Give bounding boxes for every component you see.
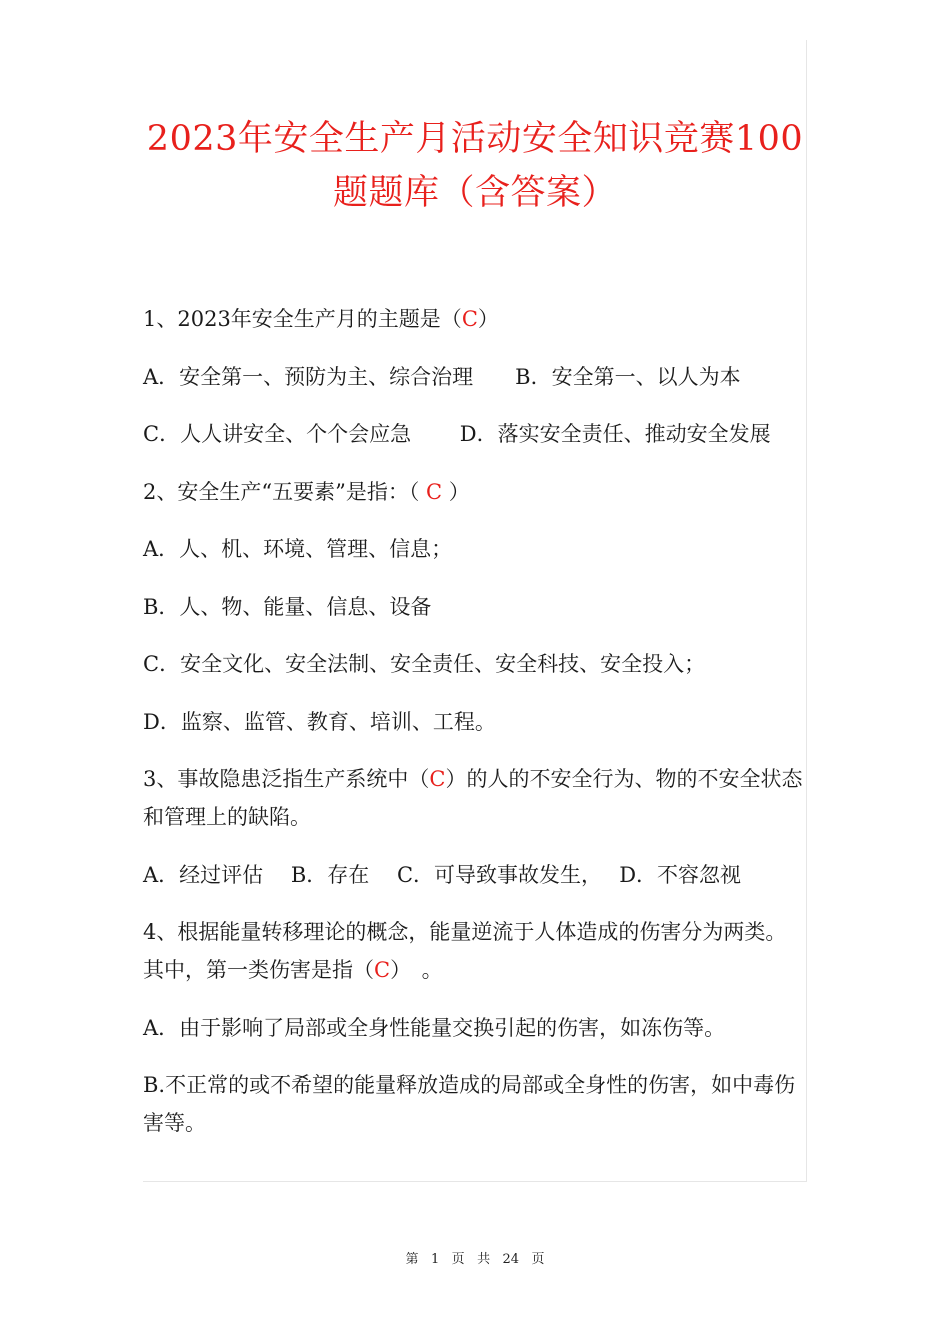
page-footer <box>0 1248 950 1267</box>
question-stem <box>143 913 807 989</box>
answer-letter: C <box>429 767 446 791</box>
option-line: A．安全第一、预防为主、综合治理 B．安全第一、以人为本 <box>143 364 741 389</box>
stem-text: ） 。 <box>390 958 443 982</box>
option-line: B．人、物、能量、信息、设备 <box>143 594 432 619</box>
answer-letter: C <box>461 307 478 331</box>
footer-total-number: 24 <box>502 1252 520 1267</box>
option-line: D．监察、监管、教育、培训、工程。 <box>143 709 496 734</box>
footer-page-number: 1 <box>430 1252 440 1267</box>
option-line: C．人人讲安全、个个会应急 D．落实安全责任、推动安全发展 <box>143 422 771 446</box>
question-stem <box>143 760 807 836</box>
stem-text: ） <box>442 479 470 504</box>
question-stem <box>143 473 807 511</box>
stem-text: 2、安全生产“五要素”是指：（ <box>143 479 427 504</box>
document-title <box>143 112 807 220</box>
title-line-2: 题题库（含答案） <box>332 173 617 213</box>
footer-total-unit: 页 <box>531 1252 545 1267</box>
answer-letter: C <box>374 958 391 982</box>
stem-text: ） <box>477 307 499 331</box>
option-line: B.不正常的或不希望的能量释放造成的局部或全身性的伤害，如中毒伤害等。 <box>143 1073 796 1135</box>
question-stem <box>143 300 807 338</box>
option-line: A．人、机、环境、管理、信息； <box>143 537 453 561</box>
question-list <box>143 300 807 1162</box>
stem-text: 1、2023年安全生产月的主题是（ <box>143 307 462 331</box>
title-line-1: 2023年安全生产月活动安全知识竞赛100 <box>146 119 804 159</box>
footer-page-unit: 页 <box>451 1252 465 1267</box>
option-line: A．经过评估 B．存在 C．可导致事故发生， D．不容忽视 <box>143 862 742 887</box>
stem-text: 4、根据能量转移理论的概念，能量逆流于人体造成的伤害分为两类。其中，第一类伤害是指（ <box>143 920 787 982</box>
option-line: A．由于影响了局部或全身性能量交换引起的伤害，如冻伤等。 <box>143 1015 726 1040</box>
stem-text: 3、事故隐患泛指生产系统中（ <box>143 767 430 791</box>
footer-page-label: 第 <box>405 1252 419 1267</box>
answer-letter: C <box>426 479 443 504</box>
stem-text: ）的人的不安全行为、物的不安全状态和管理上的缺陷。 <box>143 767 803 829</box>
footer-total-label: 共 <box>477 1252 491 1267</box>
option-line: C．安全文化、安全法制、安全责任、安全科技、安全投入； <box>143 652 706 676</box>
